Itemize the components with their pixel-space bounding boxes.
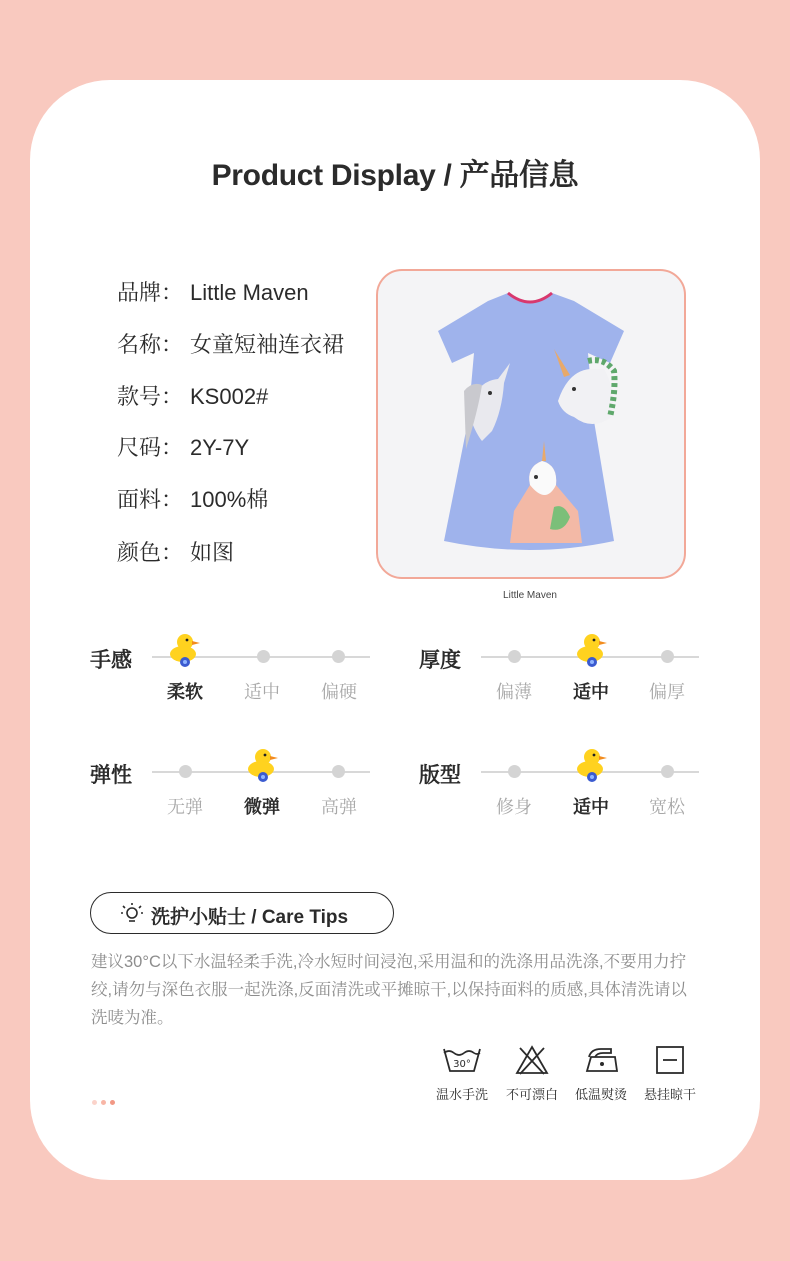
spec-value: 如图: [190, 540, 235, 565]
wash-temp-text: 30°: [453, 1059, 471, 1070]
scale-option: 偏硬: [321, 682, 357, 702]
no-bleach-icon: [515, 1045, 549, 1075]
spec-brand: [117, 276, 309, 307]
care-icon-hang-dry: [635, 1045, 705, 1103]
duck-marker-icon: [246, 747, 280, 783]
scale-option: 偏厚: [649, 682, 685, 702]
care-icon-no-bleach: [497, 1045, 567, 1103]
scale-dot: [179, 765, 192, 778]
scale-option: 适中: [244, 682, 280, 702]
scale-option: 修身: [496, 797, 532, 817]
scale-label-hand-feel: 手感: [90, 649, 132, 672]
dot-mid: [101, 1100, 106, 1105]
spec-style-no: [117, 380, 268, 411]
spec-key: 尺码：: [117, 435, 184, 460]
duck-marker-icon: [168, 632, 202, 668]
scale-option-selected: 柔软: [167, 682, 203, 702]
care-icon-label: 不可漂白: [505, 1087, 558, 1102]
hand-wash-30-icon: [442, 1045, 482, 1075]
care-tips-text: 建议30°C以下水温轻柔手洗,冷水短时间浸泡,采用温和的洗涤用品洗涤,不要用力拧绞,请勿与深色衣服一起洗涤,反面清洗或平摊晾干,以保持面料的质感,具体清洗请以洗唛为准。: [91, 953, 687, 1027]
scale-dot: [332, 765, 345, 778]
spec-value: 2Y-7Y: [190, 435, 250, 460]
care-icon-low-iron: [566, 1045, 636, 1103]
care-icon-label: 低温熨烫: [574, 1087, 627, 1102]
spec-key: 品牌：: [117, 280, 184, 305]
product-photo: [376, 269, 686, 579]
page-title: Product Display / 产品信息: [211, 159, 579, 192]
scale-option: 无弹: [167, 797, 203, 817]
decorative-dots: [92, 1092, 119, 1110]
scale-dot: [508, 765, 521, 778]
spec-key: 颜色：: [117, 540, 184, 565]
low-iron-icon: [583, 1045, 619, 1075]
scale-dot: [661, 650, 674, 663]
spec-value: Little Maven: [190, 280, 309, 305]
duck-marker-icon: [575, 747, 609, 783]
care-icon-hand-wash: [427, 1045, 497, 1103]
scale-dot: [257, 650, 270, 663]
duck-marker-icon: [575, 632, 609, 668]
dot-light: [92, 1100, 97, 1105]
spec-fabric: [117, 483, 268, 514]
scale-dot: [332, 650, 345, 663]
scale-option-selected: 适中: [573, 682, 609, 702]
spec-key: 名称：: [117, 332, 184, 357]
hang-dry-icon: [655, 1045, 685, 1075]
scale-label-fit: 版型: [419, 764, 461, 787]
spec-value: 女童短袖连衣裙: [190, 332, 345, 357]
spec-value: KS002#: [190, 384, 269, 409]
spec-name: [117, 328, 344, 359]
dress-illustration: [378, 271, 684, 577]
scale-option: 宽松: [649, 797, 685, 817]
spec-size: [117, 431, 249, 462]
spec-key: 款号：: [117, 384, 184, 409]
spec-color: [117, 536, 234, 567]
photo-caption: Little Maven: [503, 590, 557, 601]
spec-key: 面料：: [117, 487, 184, 512]
scale-option-selected: 适中: [573, 797, 609, 817]
care-icon-label: 温水手洗: [435, 1087, 488, 1102]
scale-dot: [661, 765, 674, 778]
scale-label-elasticity: 弹性: [90, 764, 132, 787]
scale-dot: [508, 650, 521, 663]
scale-option: 高弹: [321, 797, 357, 817]
scale-option: 偏薄: [496, 682, 532, 702]
care-tips-title: 洗护小贴士 / Care Tips: [151, 907, 349, 928]
dot-dark: [110, 1100, 115, 1105]
scale-label-thickness: 厚度: [419, 649, 461, 672]
care-icon-label: 悬挂晾干: [643, 1087, 696, 1102]
scale-option-selected: 微弹: [244, 797, 280, 817]
care-tips-pill: [90, 892, 394, 934]
spec-value: 100%棉: [190, 487, 269, 512]
lightbulb-icon: [121, 902, 143, 924]
